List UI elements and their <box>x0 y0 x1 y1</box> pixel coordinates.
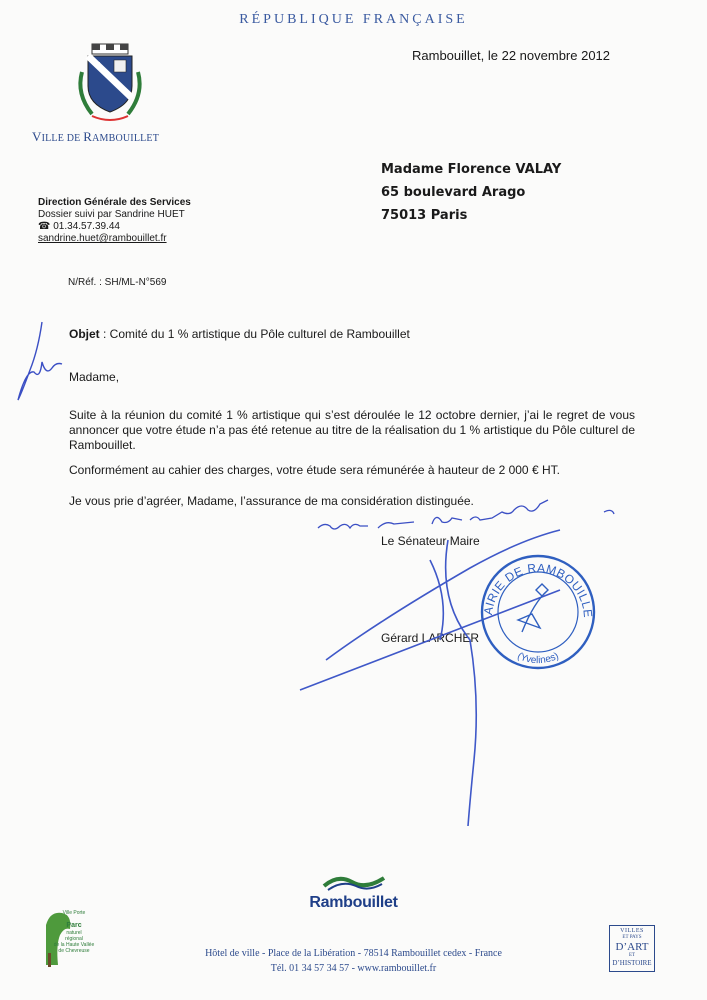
footer-brand: Rambouillet <box>309 894 398 911</box>
reference-number: N/Réf. : SH/ML-N°569 <box>68 277 167 288</box>
objet-label: Objet <box>69 327 100 341</box>
recipient-name: Madame Florence VALAY <box>381 162 562 177</box>
mairie-stamp <box>481 556 595 668</box>
vah-line-5: D’HISTOIRE <box>612 959 652 967</box>
parc-line-4: régional <box>65 936 83 942</box>
letter-paragraph-3: Je vous prie d’agréer, Madame, l’assurance de ma considération distinguée. <box>69 494 474 508</box>
recipient-address <box>381 158 561 227</box>
vah-line-4: ET <box>628 953 636 958</box>
ville-de-rambouillet <box>32 129 159 145</box>
ville-prefix: V <box>32 129 42 144</box>
letter-salutation: Madame, <box>69 370 120 384</box>
mayor-signature <box>300 530 560 826</box>
sender-block <box>38 197 191 245</box>
stamp-top-text: MAIRIE DE RAMBOUILLET <box>480 560 596 619</box>
vah-line-2: ET PAYS <box>622 935 642 940</box>
footer-address: Hôtel de ville - Place de la Libération - 78514 Rambouillet cedex - France <box>205 948 502 959</box>
signer-name: Gérard LARCHER <box>381 631 480 645</box>
sender-department: Direction Générale des Services <box>38 197 191 208</box>
vah-line-1: VILLES <box>620 928 644 934</box>
ville-small-2: AMBOUILLET <box>92 133 160 144</box>
letter-paragraph-1: Suite à la réunion du comité 1 % artistique qui s’est déroulée le 12 octobre dernier, j’ai le regret de vous annoncer que votre étude n’a pas été retenue au titre de la réalisation du 1 % artistique du Pôle culturel de Rambouillet. <box>69 408 635 452</box>
ville-small-1: ILLE DE <box>41 133 84 144</box>
villes-art-histoire-logo <box>609 925 655 972</box>
stamp-bottom-text: (Yvelines) <box>515 650 561 667</box>
recipient-city: 75013 Paris <box>381 208 468 223</box>
svg-text:(Yvelines) <box>515 651 560 666</box>
city-crest-logo <box>70 42 150 124</box>
parc-line-1: Ville Porte <box>62 910 86 916</box>
letter-date: Rambouillet, le 22 novembre 2012 <box>412 48 611 63</box>
ville-r: R <box>83 129 93 144</box>
parc-line-5: de la Haute Vallée <box>53 942 95 948</box>
republique-francaise-header: RÉPUBLIQUE FRANÇAISE <box>239 12 468 27</box>
recipient-street: 65 boulevard Arago <box>381 185 526 200</box>
sender-email-link[interactable]: sandrine.huet@rambouillet.fr <box>38 233 167 244</box>
letter-paragraph-2: Conformément au cahier des charges, votre étude sera rémunérée à hauteur de 2 000 € HT. <box>69 463 560 477</box>
parc-line-6: de Chevreuse <box>58 948 90 954</box>
letter-subject <box>69 327 410 342</box>
rambouillet-wave-logo <box>322 872 386 894</box>
svg-text:MAIRIE DE RAMBOUILLET <box>481 561 595 619</box>
sender-phone: ☎ 01.34.57.39.44 <box>38 221 120 232</box>
footer-contact: Tél. 01 34 57 34 57 - www.rambouillet.fr <box>270 963 437 974</box>
signer-title: Le Sénateur Maire <box>381 534 480 548</box>
sender-followed-by: Dossier suivi par Sandrine HUET <box>38 209 185 220</box>
parc-naturel-text <box>52 910 96 954</box>
vah-line-3: D’ART <box>615 941 649 953</box>
margin-handwriting <box>18 322 62 400</box>
objet-text: : Comité du 1 % artistique du Pôle culturel de Rambouillet <box>99 327 410 341</box>
parc-line-3: naturel <box>66 930 82 936</box>
parc-line-2: Parc <box>66 922 82 929</box>
